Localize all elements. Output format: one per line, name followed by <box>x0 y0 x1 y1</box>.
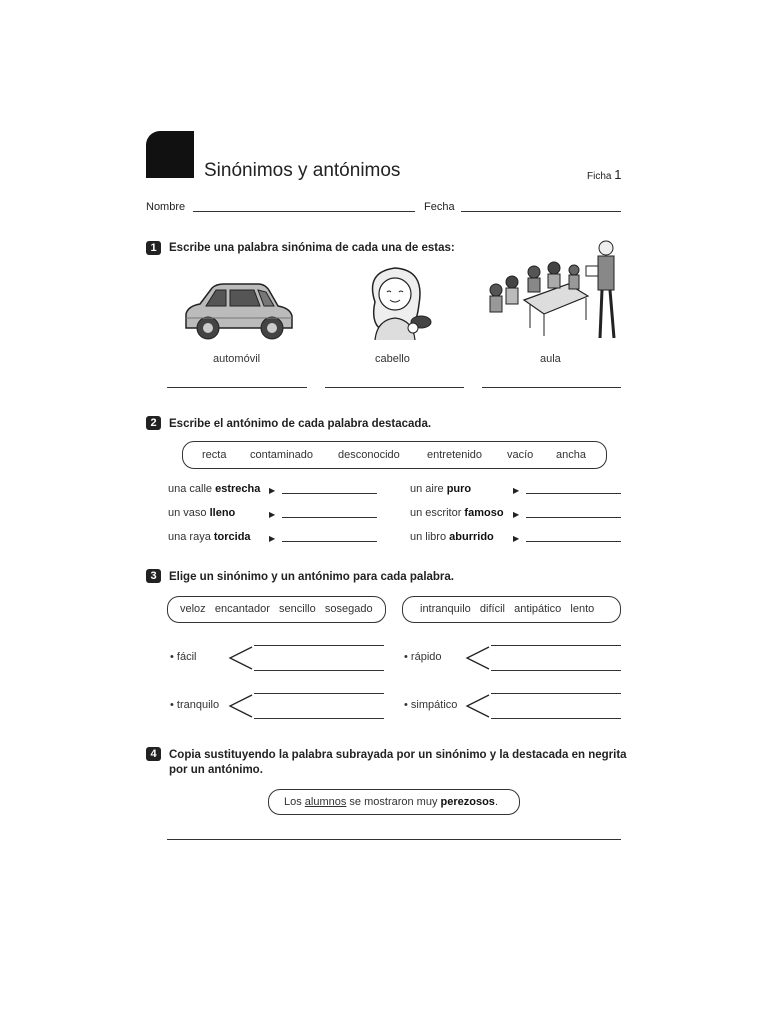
answer-line-lleno[interactable] <box>282 517 377 518</box>
exercise-1-instruction: Escribe una palabra sinónima de cada una de estas: <box>169 242 455 254</box>
bracket-icon <box>465 693 491 719</box>
answer-line-cabello[interactable] <box>325 387 464 388</box>
exercise-4-number: 4 <box>146 747 161 761</box>
phrase-lleno: un vaso lleno <box>168 507 236 519</box>
girl-hair-illustration <box>355 262 435 342</box>
answer-line-aburrido[interactable] <box>526 541 621 542</box>
date-label: Fecha <box>424 201 455 213</box>
sentence-text: Los alumnos se mostraron muy perezosos. <box>284 796 498 808</box>
answer-line-tranquilo-1[interactable] <box>254 693 384 694</box>
answer-line-estrecha[interactable] <box>282 493 377 494</box>
word-rapido: • rápido <box>404 651 442 663</box>
name-label: Nombre <box>146 201 186 213</box>
phrase-famoso: un escritor famoso <box>410 507 504 519</box>
answer-line-tranquilo-2[interactable] <box>254 718 384 719</box>
word-aula: aula <box>540 353 561 365</box>
exercise-3-instruction: Elige un sinónimo y un antónimo para cada palabra. <box>169 571 454 583</box>
exercise-4-instruction-line1: Copia sustituyendo la palabra subrayada por un sinónimo y la destacada en negrita <box>169 749 627 761</box>
car-illustration <box>180 280 298 345</box>
answer-line-simpatico-1[interactable] <box>491 693 621 694</box>
exercise-2-number: 2 <box>146 416 161 430</box>
answer-line-rapido-2[interactable] <box>491 670 621 671</box>
phrase-estrecha: una calle estrecha <box>168 483 261 495</box>
answer-line-automovil[interactable] <box>167 387 307 388</box>
exercise-1-number: 1 <box>146 241 161 255</box>
answer-line-facil-2[interactable] <box>254 670 384 671</box>
arrow-icon: ▶ <box>269 486 276 495</box>
word-simpatico: • simpático <box>404 699 458 711</box>
option-desconocido: desconocido <box>338 449 400 461</box>
left-options-text: veloz encantador sencillo sosegado <box>180 603 373 615</box>
ficha-label: Ficha 1 <box>587 167 622 182</box>
page-title: Sinónimos y antónimos <box>204 160 401 181</box>
arrow-icon: ▶ <box>513 510 520 519</box>
bracket-icon <box>465 645 491 671</box>
arrow-icon: ▶ <box>513 486 520 495</box>
date-field[interactable] <box>461 211 621 212</box>
option-contaminado: contaminado <box>250 449 313 461</box>
answer-line-famoso[interactable] <box>526 517 621 518</box>
name-field[interactable] <box>193 211 415 212</box>
bracket-icon <box>228 645 254 671</box>
option-ancha: ancha <box>556 449 586 461</box>
answer-line-puro[interactable] <box>526 493 621 494</box>
phrase-aburrido: un libro aburrido <box>410 531 494 543</box>
option-recta: recta <box>202 449 227 461</box>
phrase-torcida: una raya torcida <box>168 531 251 543</box>
header-badge <box>146 131 194 178</box>
arrow-icon: ▶ <box>513 534 520 543</box>
word-facil: • fácil <box>170 651 197 663</box>
answer-line-aula[interactable] <box>482 387 621 388</box>
answer-line-sentence[interactable] <box>167 839 621 840</box>
word-automovil: automóvil <box>213 353 261 365</box>
answer-line-facil-1[interactable] <box>254 645 384 646</box>
exercise-4-instruction-line2: por un antónimo. <box>169 764 263 776</box>
arrow-icon: ▶ <box>269 534 276 543</box>
bracket-icon <box>228 693 254 719</box>
word-tranquilo: • tranquilo <box>170 699 220 711</box>
exercise-3-number: 3 <box>146 569 161 583</box>
phrase-puro: un aire puro <box>410 483 472 495</box>
word-cabello: cabello <box>375 353 410 365</box>
classroom-illustration <box>482 240 622 342</box>
answer-line-rapido-1[interactable] <box>491 645 621 646</box>
exercise-2-instruction: Escribe el antónimo de cada palabra destacada. <box>169 418 432 430</box>
answer-line-torcida[interactable] <box>282 541 377 542</box>
right-options-text: intranquilo difícil antipático lento <box>420 603 595 615</box>
option-vacio: vacío <box>507 449 534 461</box>
arrow-icon: ▶ <box>269 510 276 519</box>
answer-line-simpatico-2[interactable] <box>491 718 621 719</box>
option-entretenido: entretenido <box>427 449 483 461</box>
